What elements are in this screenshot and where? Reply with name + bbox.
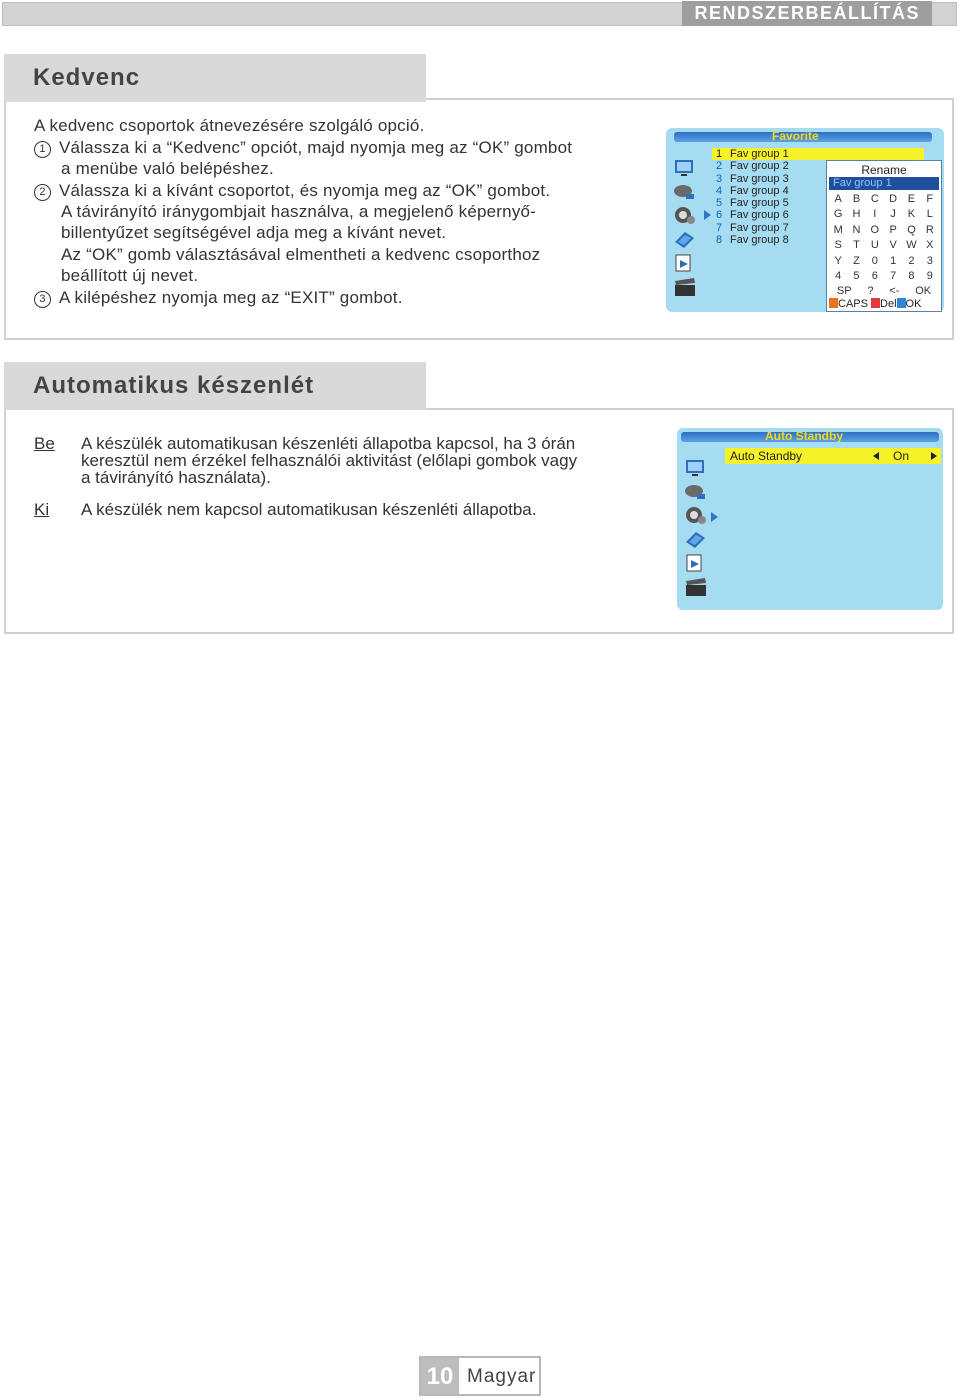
- step-line: beállított új nevet.: [61, 266, 199, 285]
- desc-line: keresztül nem érzékel felhasználói aktivitást (előlapi gombok vagy: [81, 451, 578, 470]
- kedvenc-heading-tab: [4, 54, 426, 102]
- keyboard-row: [829, 239, 939, 254]
- menu-icon-column: [683, 456, 715, 600]
- desc-line: A készülék nem kapcsol automatikusan készenléti állapotba.: [81, 500, 537, 519]
- key[interactable]: 8: [908, 269, 915, 282]
- option-description: [81, 435, 641, 486]
- channel-icon[interactable]: [672, 156, 698, 178]
- step-line: a menübe való belépéshez.: [61, 159, 274, 178]
- red-key-icon: [871, 298, 880, 308]
- item-number: 3: [716, 172, 723, 185]
- fav-group-item[interactable]: [712, 185, 824, 197]
- standby-title-bar: [677, 428, 943, 446]
- key[interactable]: G: [833, 208, 843, 221]
- keyboard-row: [829, 270, 939, 285]
- kedvenc-heading: Kedvenc: [33, 64, 141, 91]
- tools-icon[interactable]: [683, 528, 709, 550]
- item-label: Fav group 6: [730, 209, 789, 222]
- key[interactable]: 9: [926, 269, 933, 282]
- page-footer: [419, 1356, 541, 1396]
- blue-key-icon: [897, 298, 906, 308]
- right-arrow-icon[interactable]: [931, 452, 937, 460]
- step-line: Az “OK” gomb választásával elmentheti a kedvenc csoporthoz: [61, 245, 541, 264]
- favorite-title-bar: [666, 128, 944, 146]
- step-line: Válassza ki a kívánt csoportot, és nyomja meg az “OK” gombot.: [59, 181, 551, 200]
- fav-group-item[interactable]: [712, 173, 824, 185]
- key[interactable]: V: [889, 239, 897, 252]
- auto-standby-row[interactable]: [725, 448, 941, 464]
- key[interactable]: W: [906, 239, 917, 252]
- key[interactable]: 7: [890, 269, 897, 282]
- settings-icon[interactable]: [683, 504, 709, 526]
- standby-title: Auto Standby: [765, 429, 843, 443]
- key[interactable]: 5: [853, 269, 860, 282]
- item-label: Fav group 1: [730, 148, 789, 160]
- keyboard-row: [829, 255, 939, 270]
- step-line: A távirányító iránygombjait használva, a megjelenő képernyő-: [61, 202, 537, 221]
- key[interactable]: F: [926, 193, 934, 205]
- del-label: Del: [880, 298, 897, 310]
- fav-group-item[interactable]: [712, 209, 824, 221]
- channel-icon[interactable]: [683, 456, 709, 478]
- key[interactable]: S: [834, 239, 842, 252]
- menu-pointer-icon: [711, 512, 718, 522]
- orange-key-icon: [829, 298, 838, 308]
- language-label: Magyar: [467, 1366, 537, 1387]
- key[interactable]: X: [926, 239, 934, 252]
- option-term: Ki: [34, 500, 50, 519]
- key[interactable]: O: [870, 223, 880, 236]
- item-number: 8: [716, 234, 723, 247]
- key[interactable]: B: [852, 193, 861, 205]
- menu-icon-column: [672, 156, 704, 300]
- menu-pointer-icon: [704, 210, 711, 220]
- item-label: Fav group 7: [730, 221, 789, 234]
- key-backspace[interactable]: <-: [889, 285, 900, 298]
- key[interactable]: K: [907, 208, 916, 221]
- installation-icon[interactable]: [672, 180, 698, 202]
- key[interactable]: R: [925, 223, 934, 236]
- clapper-icon[interactable]: [672, 276, 698, 298]
- rename-title: Rename: [861, 163, 907, 177]
- key[interactable]: 0: [871, 254, 878, 267]
- step-line: A kilépéshez nyomja meg az “EXIT” gombot.: [59, 288, 403, 307]
- key[interactable]: D: [889, 193, 898, 205]
- rename-legend: [829, 298, 921, 310]
- key[interactable]: L: [926, 208, 933, 221]
- fav-group-item[interactable]: [712, 197, 824, 209]
- step-number: 1: [34, 141, 51, 158]
- on-screen-keyboard: [829, 193, 939, 301]
- key[interactable]: Z: [853, 254, 860, 267]
- key[interactable]: A: [834, 193, 842, 205]
- auto-standby-screen: [677, 428, 943, 610]
- auto-standby-value: On: [893, 449, 910, 463]
- key[interactable]: T: [853, 239, 860, 252]
- standby-heading: Automatikus készenlét: [33, 372, 315, 399]
- installation-icon[interactable]: [683, 480, 709, 502]
- option-term: Be: [34, 434, 55, 453]
- fav-group-list: [712, 148, 824, 246]
- option-description: [81, 501, 641, 518]
- key[interactable]: E: [907, 193, 916, 205]
- key-space[interactable]: SP: [836, 285, 852, 298]
- tools-icon[interactable]: [672, 228, 698, 250]
- media-icon[interactable]: [683, 552, 709, 574]
- key[interactable]: 1: [890, 254, 897, 267]
- step-line: billentyűzet segítségével adja meg a kívánt nevet.: [61, 223, 447, 242]
- key[interactable]: M: [833, 223, 843, 236]
- item-number: 1: [716, 148, 723, 160]
- item-number: 4: [716, 184, 723, 197]
- rename-dialog: [826, 160, 942, 312]
- key[interactable]: 3: [926, 254, 933, 267]
- key-ok[interactable]: OK: [915, 285, 932, 298]
- header-bar: [0, 0, 960, 28]
- kedvenc-step-2: [34, 180, 550, 201]
- media-icon[interactable]: [672, 252, 698, 274]
- item-label: Fav group 5: [730, 197, 789, 210]
- key[interactable]: 6: [871, 269, 878, 282]
- key[interactable]: 2: [908, 254, 915, 267]
- key[interactable]: U: [870, 239, 879, 252]
- rename-input[interactable]: Fav group 1: [829, 177, 939, 190]
- key[interactable]: 4: [835, 269, 842, 282]
- clapper-icon[interactable]: [683, 576, 709, 598]
- kedvenc-step-1: [34, 137, 572, 158]
- item-label: Fav group 8: [730, 234, 789, 247]
- desc-line: a távirányító használata).: [81, 468, 271, 487]
- settings-icon[interactable]: [672, 204, 698, 226]
- fav-group-item[interactable]: [712, 222, 824, 234]
- key[interactable]: N: [852, 223, 861, 236]
- desc-line: A készülék automatikusan készenléti állapotba kapcsol, ha 3 órán: [81, 434, 576, 453]
- standby-heading-tab: [4, 362, 426, 410]
- selection-highlight: [824, 148, 924, 160]
- item-number: 5: [716, 197, 723, 210]
- step-number: 2: [34, 184, 51, 201]
- kedvenc-intro: A kedvenc csoportok átnevezésére szolgáló opció.: [34, 116, 425, 135]
- keyboard-row: [829, 193, 939, 208]
- favorite-title: Favorite: [772, 129, 819, 143]
- page-number: 10: [421, 1358, 459, 1394]
- key[interactable]: J: [890, 208, 896, 221]
- item-number: 6: [716, 209, 723, 222]
- item-number: 7: [716, 221, 723, 234]
- keyboard-row: [829, 224, 939, 239]
- item-label: Fav group 3: [730, 172, 789, 185]
- fav-group-item[interactable]: [712, 148, 824, 160]
- ok-label: OK: [905, 298, 922, 310]
- step-line: Válassza ki a “Kedvenc” opciót, majd nyomja meg az “OK” gombot: [59, 138, 573, 157]
- fav-group-item[interactable]: [712, 234, 824, 246]
- key[interactable]: ?: [867, 285, 874, 298]
- key[interactable]: P: [889, 223, 897, 236]
- key[interactable]: C: [870, 193, 879, 205]
- key[interactable]: H: [852, 208, 861, 221]
- chapter-title: RENDSZERBEÁLLÍTÁS: [682, 1, 932, 26]
- keyboard-row: [829, 208, 939, 223]
- auto-standby-label: Auto Standby: [730, 449, 803, 463]
- left-arrow-icon[interactable]: [873, 452, 879, 460]
- item-label: Fav group 4: [730, 184, 789, 197]
- key[interactable]: I: [873, 208, 877, 221]
- fav-group-item[interactable]: [712, 160, 824, 172]
- item-label: Fav group 2: [730, 160, 789, 173]
- item-number: 2: [716, 160, 723, 173]
- step-number: 3: [34, 291, 51, 308]
- key[interactable]: Y: [834, 254, 842, 267]
- caps-label: CAPS: [838, 298, 868, 310]
- kedvenc-step-3: [34, 287, 403, 308]
- key[interactable]: Q: [907, 223, 916, 236]
